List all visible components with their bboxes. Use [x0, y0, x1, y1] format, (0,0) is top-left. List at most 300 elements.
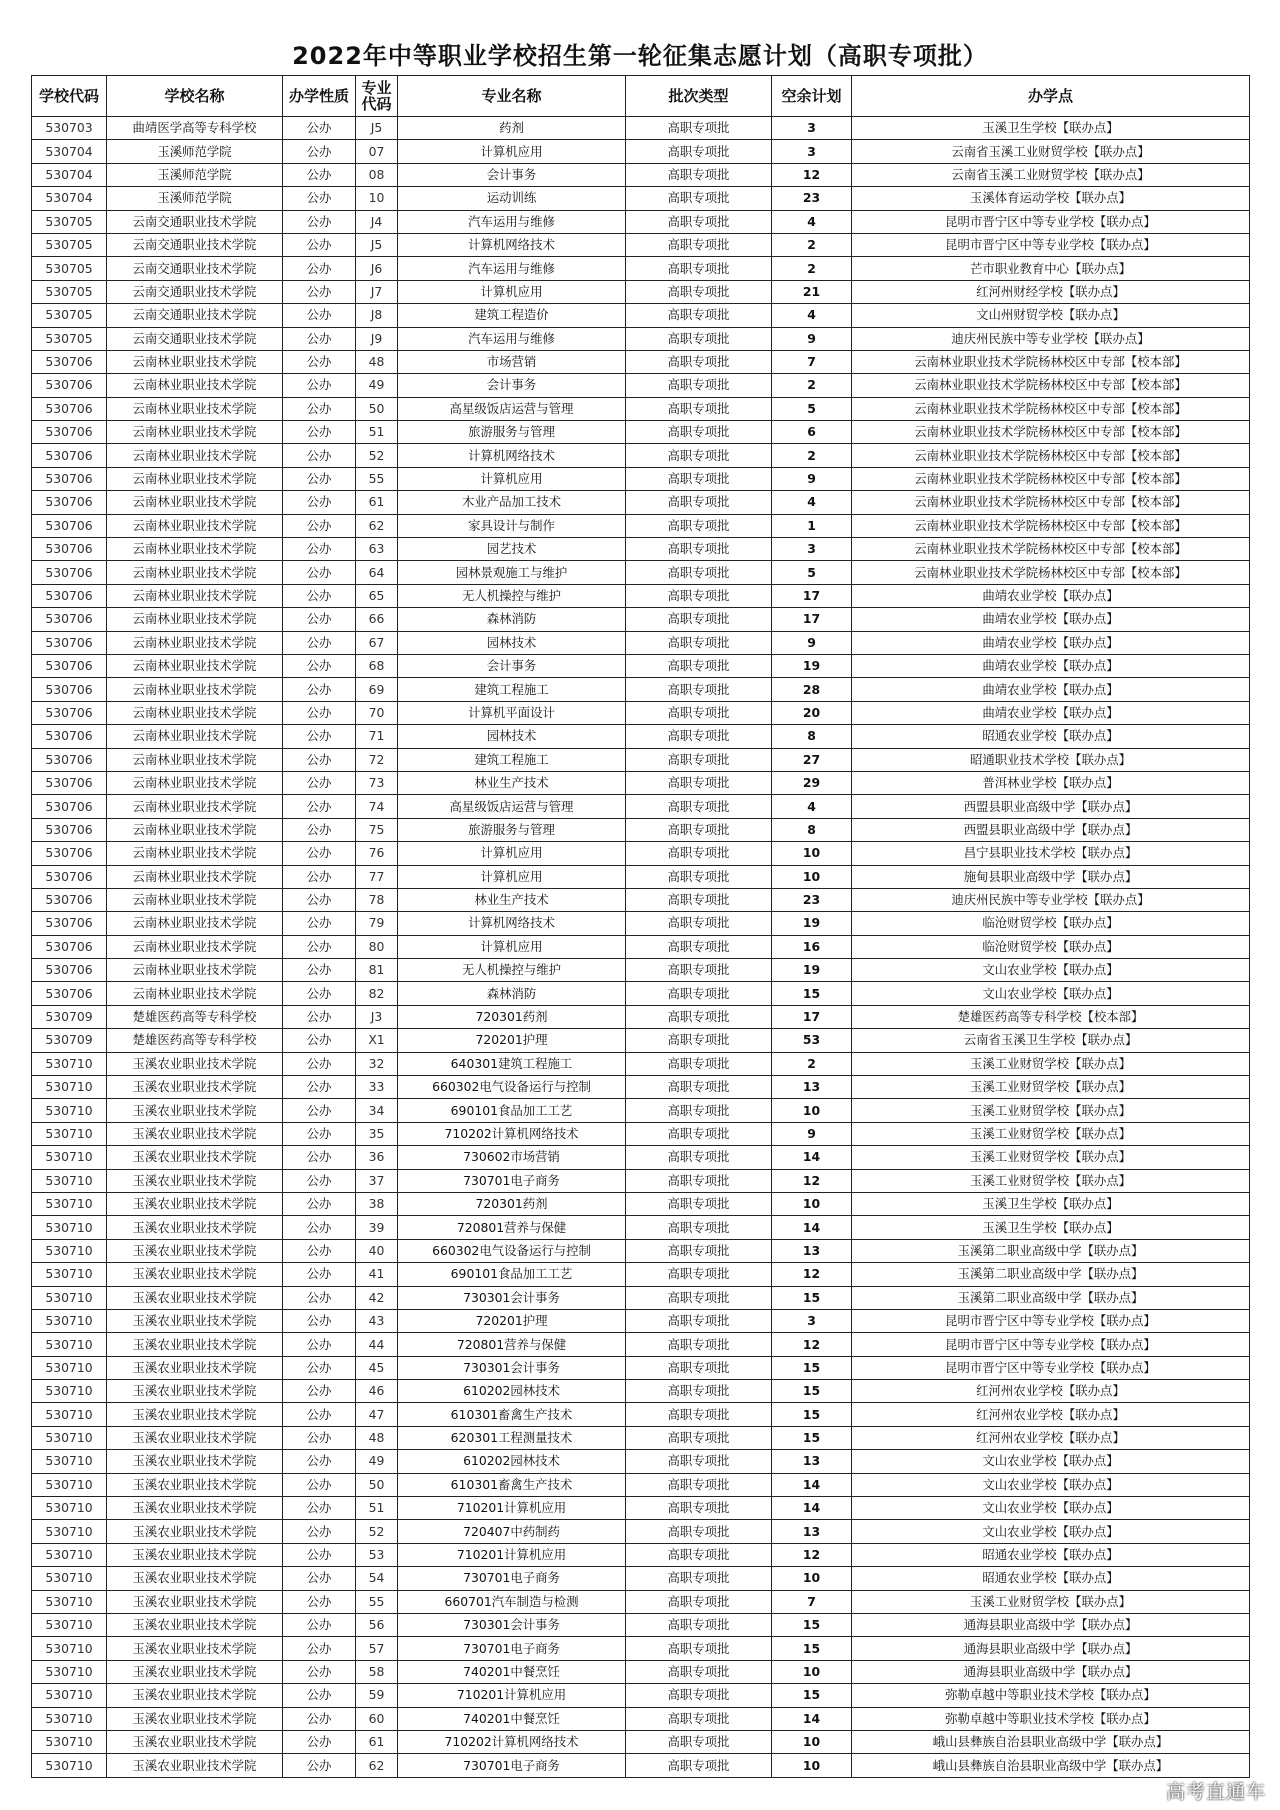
batch-type-cell: 高职专项批	[626, 1333, 772, 1356]
campus-cell: 昭通职业技术学校【联办点】	[852, 748, 1250, 771]
school-name-cell: 云南交通职业技术学院	[107, 257, 283, 280]
major-code-cell: 36	[356, 1146, 398, 1169]
major-name-cell: 汽车运用与维修	[398, 327, 626, 350]
batch-type-cell: 高职专项批	[626, 304, 772, 327]
enrollment-plan-table	[31, 75, 1250, 1778]
school-type-cell: 公办	[283, 1005, 356, 1028]
school-name-cell: 云南林业职业技术学院	[107, 842, 283, 865]
school-name-cell: 玉溪农业职业技术学院	[107, 1450, 283, 1473]
batch-type-cell: 高职专项批	[626, 1730, 772, 1753]
major-name-cell: 640301建筑工程施工	[398, 1052, 626, 1075]
school-code-cell: 530710	[32, 1684, 107, 1707]
school-type-cell: 公办	[283, 1099, 356, 1122]
major-name-cell: 730701电子商务	[398, 1567, 626, 1590]
school-name-cell: 云南林业职业技术学院	[107, 397, 283, 420]
table-row	[32, 1567, 1250, 1590]
batch-type-cell: 高职专项批	[626, 1005, 772, 1028]
school-code-cell: 530706	[32, 514, 107, 537]
batch-type-cell: 高职专项批	[626, 1660, 772, 1683]
major-code-cell: J9	[356, 327, 398, 350]
school-type-cell: 公办	[283, 771, 356, 794]
school-code-cell: 530709	[32, 1005, 107, 1028]
batch-type-cell: 高职专项批	[626, 959, 772, 982]
school-code-cell: 530710	[32, 1637, 107, 1660]
major-name-cell: 710201计算机应用	[398, 1684, 626, 1707]
major-code-cell: 46	[356, 1380, 398, 1403]
school-name-cell: 玉溪农业职业技术学院	[107, 1614, 283, 1637]
remaining-plan-cell: 8	[772, 818, 852, 841]
major-code-cell: 69	[356, 678, 398, 701]
school-name-cell: 玉溪师范学院	[107, 163, 283, 186]
school-name-cell: 云南林业职业技术学院	[107, 584, 283, 607]
school-type-cell: 公办	[283, 210, 356, 233]
campus-cell: 曲靖农业学校【联办点】	[852, 678, 1250, 701]
campus-cell: 云南林业职业技术学院杨林校区中专部【校本部】	[852, 444, 1250, 467]
campus-cell: 玉溪工业财贸学校【联办点】	[852, 1590, 1250, 1613]
batch-type-cell: 高职专项批	[626, 1192, 772, 1215]
major-name-cell: 药剂	[398, 117, 626, 140]
table-row	[32, 888, 1250, 911]
campus-cell: 玉溪工业财贸学校【联办点】	[852, 1099, 1250, 1122]
table-row	[32, 210, 1250, 233]
major-name-cell: 市场营销	[398, 350, 626, 373]
table-row	[32, 1520, 1250, 1543]
school-code-cell: 530710	[32, 1263, 107, 1286]
batch-type-cell: 高职专项批	[626, 1520, 772, 1543]
major-name-cell: 计算机应用	[398, 865, 626, 888]
school-code-cell: 530710	[32, 1497, 107, 1520]
major-code-cell: 73	[356, 771, 398, 794]
campus-cell: 施甸县职业高级中学【联办点】	[852, 865, 1250, 888]
school-code-cell: 530703	[32, 117, 107, 140]
school-name-cell: 玉溪农业职业技术学院	[107, 1356, 283, 1379]
school-name-cell: 玉溪农业职业技术学院	[107, 1473, 283, 1496]
campus-cell: 玉溪工业财贸学校【联办点】	[852, 1122, 1250, 1145]
school-code-cell: 530706	[32, 654, 107, 677]
school-type-cell: 公办	[283, 1754, 356, 1777]
major-name-cell: 660302电气设备运行与控制	[398, 1076, 626, 1099]
major-name-cell: 运动训练	[398, 187, 626, 210]
school-name-cell: 玉溪农业职业技术学院	[107, 1426, 283, 1449]
school-code-cell: 530706	[32, 982, 107, 1005]
remaining-plan-cell: 15	[772, 1614, 852, 1637]
batch-type-cell: 高职专项批	[626, 538, 772, 561]
major-name-cell: 计算机应用	[398, 140, 626, 163]
batch-type-cell: 高职专项批	[626, 280, 772, 303]
batch-type-cell: 高职专项批	[626, 374, 772, 397]
major-code-cell: J8	[356, 304, 398, 327]
header-school-type: 办学性质	[283, 76, 356, 117]
school-name-cell: 玉溪农业职业技术学院	[107, 1403, 283, 1426]
remaining-plan-cell: 17	[772, 1005, 852, 1028]
campus-cell: 玉溪体育运动学校【联办点】	[852, 187, 1250, 210]
school-name-cell: 玉溪农业职业技术学院	[107, 1543, 283, 1566]
school-name-cell: 玉溪农业职业技术学院	[107, 1660, 283, 1683]
school-name-cell: 曲靖医学高等专科学校	[107, 117, 283, 140]
campus-cell: 西盟县职业高级中学【联办点】	[852, 795, 1250, 818]
major-code-cell: 40	[356, 1239, 398, 1262]
batch-type-cell: 高职专项批	[626, 1637, 772, 1660]
campus-cell: 红河州财经学校【联办点】	[852, 280, 1250, 303]
school-type-cell: 公办	[283, 1146, 356, 1169]
table-row	[32, 1707, 1250, 1730]
major-name-cell: 690101食品加工工艺	[398, 1263, 626, 1286]
major-code-cell: 70	[356, 701, 398, 724]
campus-cell: 云南林业职业技术学院杨林校区中专部【校本部】	[852, 538, 1250, 561]
major-code-cell: 63	[356, 538, 398, 561]
school-name-cell: 楚雄医药高等专科学校	[107, 1029, 283, 1052]
school-name-cell: 楚雄医药高等专科学校	[107, 1005, 283, 1028]
major-code-cell: 80	[356, 935, 398, 958]
batch-type-cell: 高职专项批	[626, 210, 772, 233]
remaining-plan-cell: 23	[772, 187, 852, 210]
remaining-plan-cell: 7	[772, 350, 852, 373]
table-row	[32, 959, 1250, 982]
remaining-plan-cell: 15	[772, 1356, 852, 1379]
batch-type-cell: 高职专项批	[626, 1029, 772, 1052]
table-row	[32, 1333, 1250, 1356]
school-code-cell: 530710	[32, 1286, 107, 1309]
campus-cell: 芒市职业教育中心【联办点】	[852, 257, 1250, 280]
batch-type-cell: 高职专项批	[626, 1122, 772, 1145]
school-name-cell: 玉溪农业职业技术学院	[107, 1333, 283, 1356]
major-code-cell: 43	[356, 1309, 398, 1332]
major-name-cell: 林业生产技术	[398, 771, 626, 794]
remaining-plan-cell: 13	[772, 1450, 852, 1473]
major-code-cell: 60	[356, 1707, 398, 1730]
table-row	[32, 608, 1250, 631]
school-name-cell: 玉溪农业职业技术学院	[107, 1146, 283, 1169]
school-code-cell: 530710	[32, 1076, 107, 1099]
school-code-cell: 530710	[32, 1192, 107, 1215]
remaining-plan-cell: 5	[772, 397, 852, 420]
major-name-cell: 710202计算机网络技术	[398, 1122, 626, 1145]
major-code-cell: 49	[356, 374, 398, 397]
school-code-cell: 530706	[32, 421, 107, 444]
batch-type-cell: 高职专项批	[626, 1263, 772, 1286]
table-row	[32, 1380, 1250, 1403]
major-name-cell: 720801营养与保健	[398, 1333, 626, 1356]
remaining-plan-cell: 15	[772, 1637, 852, 1660]
major-name-cell: 无人机操控与维护	[398, 584, 626, 607]
campus-cell: 玉溪卫生学校【联办点】	[852, 1216, 1250, 1239]
school-code-cell: 530706	[32, 888, 107, 911]
school-type-cell: 公办	[283, 233, 356, 256]
major-name-cell: 720407中药制药	[398, 1520, 626, 1543]
table-row	[32, 1450, 1250, 1473]
watermark-text: 高考直通车	[1165, 1781, 1266, 1803]
major-name-cell: 会计事务	[398, 654, 626, 677]
school-code-cell: 530706	[32, 467, 107, 490]
school-type-cell: 公办	[283, 1192, 356, 1215]
major-code-cell: 53	[356, 1543, 398, 1566]
school-type-cell: 公办	[283, 1356, 356, 1379]
table-row	[32, 1239, 1250, 1262]
school-type-cell: 公办	[283, 1543, 356, 1566]
major-name-cell: 汽车运用与维修	[398, 257, 626, 280]
table-body	[32, 117, 1250, 1778]
major-name-cell: 林业生产技术	[398, 888, 626, 911]
major-code-cell: 48	[356, 1426, 398, 1449]
major-code-cell: 49	[356, 1450, 398, 1473]
major-code-cell: 78	[356, 888, 398, 911]
major-name-cell: 计算机网络技术	[398, 233, 626, 256]
school-code-cell: 530706	[32, 631, 107, 654]
school-type-cell: 公办	[283, 1730, 356, 1753]
campus-cell: 昆明市晋宁区中等专业学校【联办点】	[852, 233, 1250, 256]
remaining-plan-cell: 12	[772, 1169, 852, 1192]
major-code-cell: 66	[356, 608, 398, 631]
school-code-cell: 530706	[32, 842, 107, 865]
header-batch-type: 批次类型	[626, 76, 772, 117]
school-name-cell: 玉溪农业职业技术学院	[107, 1263, 283, 1286]
school-type-cell: 公办	[283, 935, 356, 958]
campus-cell: 文山农业学校【联办点】	[852, 1473, 1250, 1496]
campus-cell: 弥勒卓越中等职业技术学校【联办点】	[852, 1707, 1250, 1730]
table-row	[32, 1052, 1250, 1075]
table-row	[32, 467, 1250, 490]
major-code-cell: 67	[356, 631, 398, 654]
major-name-cell: 园林景观施工与维护	[398, 561, 626, 584]
school-type-cell: 公办	[283, 1684, 356, 1707]
school-name-cell: 玉溪农业职业技术学院	[107, 1216, 283, 1239]
remaining-plan-cell: 2	[772, 233, 852, 256]
major-code-cell: 71	[356, 725, 398, 748]
major-name-cell: 计算机网络技术	[398, 912, 626, 935]
remaining-plan-cell: 14	[772, 1707, 852, 1730]
school-code-cell: 530710	[32, 1426, 107, 1449]
remaining-plan-cell: 19	[772, 912, 852, 935]
school-name-cell: 云南林业职业技术学院	[107, 888, 283, 911]
table-row	[32, 257, 1250, 280]
major-name-cell: 会计事务	[398, 374, 626, 397]
major-code-cell: 61	[356, 1730, 398, 1753]
batch-type-cell: 高职专项批	[626, 1403, 772, 1426]
campus-cell: 文山农业学校【联办点】	[852, 1497, 1250, 1520]
remaining-plan-cell: 10	[772, 865, 852, 888]
batch-type-cell: 高职专项批	[626, 327, 772, 350]
batch-type-cell: 高职专项批	[626, 678, 772, 701]
school-code-cell: 530706	[32, 795, 107, 818]
campus-cell: 曲靖农业学校【联办点】	[852, 701, 1250, 724]
school-name-cell: 玉溪农业职业技术学院	[107, 1567, 283, 1590]
batch-type-cell: 高职专项批	[626, 444, 772, 467]
table-row	[32, 327, 1250, 350]
major-code-cell: 45	[356, 1356, 398, 1379]
table-row	[32, 1286, 1250, 1309]
school-code-cell: 530710	[32, 1239, 107, 1262]
remaining-plan-cell: 14	[772, 1216, 852, 1239]
major-name-cell: 610301畜禽生产技术	[398, 1473, 626, 1496]
table-row	[32, 1169, 1250, 1192]
remaining-plan-cell: 14	[772, 1146, 852, 1169]
major-code-cell: 81	[356, 959, 398, 982]
school-type-cell: 公办	[283, 1216, 356, 1239]
table-row	[32, 1005, 1250, 1028]
batch-type-cell: 高职专项批	[626, 1052, 772, 1075]
remaining-plan-cell: 12	[772, 1333, 852, 1356]
school-code-cell: 530710	[32, 1099, 107, 1122]
remaining-plan-cell: 7	[772, 1590, 852, 1613]
major-name-cell: 710201计算机应用	[398, 1543, 626, 1566]
major-name-cell: 森林消防	[398, 608, 626, 631]
school-name-cell: 云南林业职业技术学院	[107, 608, 283, 631]
campus-cell: 昆明市晋宁区中等专业学校【联办点】	[852, 1309, 1250, 1332]
batch-type-cell: 高职专项批	[626, 888, 772, 911]
major-name-cell: 660701汽车制造与检测	[398, 1590, 626, 1613]
school-code-cell: 530710	[32, 1169, 107, 1192]
table-row	[32, 374, 1250, 397]
major-code-cell: X1	[356, 1029, 398, 1052]
major-name-cell: 730301会计事务	[398, 1286, 626, 1309]
campus-cell: 西盟县职业高级中学【联办点】	[852, 818, 1250, 841]
table-row	[32, 421, 1250, 444]
school-code-cell: 530709	[32, 1029, 107, 1052]
remaining-plan-cell: 10	[772, 842, 852, 865]
school-code-cell: 530704	[32, 140, 107, 163]
remaining-plan-cell: 20	[772, 701, 852, 724]
remaining-plan-cell: 2	[772, 374, 852, 397]
major-name-cell: 720801营养与保健	[398, 1216, 626, 1239]
major-name-cell: 740201中餐烹饪	[398, 1707, 626, 1730]
school-type-cell: 公办	[283, 1239, 356, 1262]
major-code-cell: 55	[356, 1590, 398, 1613]
table-row	[32, 1099, 1250, 1122]
batch-type-cell: 高职专项批	[626, 1450, 772, 1473]
school-code-cell: 530710	[32, 1052, 107, 1075]
remaining-plan-cell: 6	[772, 421, 852, 444]
school-name-cell: 玉溪农业职业技术学院	[107, 1052, 283, 1075]
major-code-cell: 52	[356, 1520, 398, 1543]
school-type-cell: 公办	[283, 1614, 356, 1637]
table-row	[32, 795, 1250, 818]
school-name-cell: 玉溪农业职业技术学院	[107, 1192, 283, 1215]
remaining-plan-cell: 14	[772, 1497, 852, 1520]
major-code-cell: 51	[356, 1497, 398, 1520]
remaining-plan-cell: 5	[772, 561, 852, 584]
major-name-cell: 740201中餐烹饪	[398, 1660, 626, 1683]
school-name-cell: 云南林业职业技术学院	[107, 467, 283, 490]
table-row	[32, 842, 1250, 865]
campus-cell: 云南省玉溪工业财贸学校【联办点】	[852, 140, 1250, 163]
remaining-plan-cell: 15	[772, 982, 852, 1005]
school-type-cell: 公办	[283, 1333, 356, 1356]
school-code-cell: 530710	[32, 1730, 107, 1753]
major-code-cell: 77	[356, 865, 398, 888]
major-name-cell: 森林消防	[398, 982, 626, 1005]
major-name-cell: 计算机网络技术	[398, 444, 626, 467]
major-code-cell: 68	[356, 654, 398, 677]
school-name-cell: 玉溪师范学院	[107, 140, 283, 163]
school-code-cell: 530704	[32, 187, 107, 210]
school-name-cell: 玉溪农业职业技术学院	[107, 1730, 283, 1753]
school-code-cell: 530705	[32, 327, 107, 350]
school-code-cell: 530706	[32, 491, 107, 514]
major-code-cell: 42	[356, 1286, 398, 1309]
school-type-cell: 公办	[283, 117, 356, 140]
batch-type-cell: 高职专项批	[626, 163, 772, 186]
major-name-cell: 木业产品加工技术	[398, 491, 626, 514]
major-code-cell: 61	[356, 491, 398, 514]
batch-type-cell: 高职专项批	[626, 140, 772, 163]
school-code-cell: 530710	[32, 1403, 107, 1426]
major-name-cell: 660302电气设备运行与控制	[398, 1239, 626, 1262]
school-type-cell: 公办	[283, 842, 356, 865]
remaining-plan-cell: 1	[772, 514, 852, 537]
school-code-cell: 530710	[32, 1356, 107, 1379]
campus-cell: 峨山县彝族自治县职业高级中学【联办点】	[852, 1754, 1250, 1777]
remaining-plan-cell: 19	[772, 959, 852, 982]
remaining-plan-cell: 13	[772, 1520, 852, 1543]
campus-cell: 玉溪第二职业高级中学【联办点】	[852, 1286, 1250, 1309]
school-name-cell: 玉溪农业职业技术学院	[107, 1380, 283, 1403]
batch-type-cell: 高职专项批	[626, 771, 772, 794]
school-type-cell: 公办	[283, 1637, 356, 1660]
school-code-cell: 530705	[32, 233, 107, 256]
campus-cell: 临沧财贸学校【联办点】	[852, 912, 1250, 935]
school-type-cell: 公办	[283, 140, 356, 163]
remaining-plan-cell: 8	[772, 725, 852, 748]
school-code-cell: 530705	[32, 210, 107, 233]
batch-type-cell: 高职专项批	[626, 1707, 772, 1730]
school-type-cell: 公办	[283, 1403, 356, 1426]
batch-type-cell: 高职专项批	[626, 421, 772, 444]
remaining-plan-cell: 10	[772, 1192, 852, 1215]
remaining-plan-cell: 2	[772, 257, 852, 280]
major-name-cell: 旅游服务与管理	[398, 421, 626, 444]
school-type-cell: 公办	[283, 1426, 356, 1449]
table-row	[32, 1356, 1250, 1379]
remaining-plan-cell: 4	[772, 210, 852, 233]
campus-cell: 文山农业学校【联办点】	[852, 959, 1250, 982]
major-code-cell: 62	[356, 1754, 398, 1777]
school-code-cell: 530705	[32, 257, 107, 280]
major-code-cell: 82	[356, 982, 398, 1005]
batch-type-cell: 高职专项批	[626, 467, 772, 490]
school-name-cell: 云南林业职业技术学院	[107, 725, 283, 748]
table-row	[32, 982, 1250, 1005]
school-code-cell: 530706	[32, 538, 107, 561]
campus-cell: 云南林业职业技术学院杨林校区中专部【校本部】	[852, 350, 1250, 373]
major-name-cell: 建筑工程施工	[398, 678, 626, 701]
remaining-plan-cell: 17	[772, 584, 852, 607]
major-code-cell: J5	[356, 233, 398, 256]
remaining-plan-cell: 9	[772, 631, 852, 654]
major-name-cell: 710202计算机网络技术	[398, 1730, 626, 1753]
school-code-cell: 530704	[32, 163, 107, 186]
school-code-cell: 530706	[32, 771, 107, 794]
remaining-plan-cell: 15	[772, 1380, 852, 1403]
table-row	[32, 233, 1250, 256]
campus-cell: 峨山县彝族自治县职业高级中学【联办点】	[852, 1730, 1250, 1753]
table-row	[32, 491, 1250, 514]
major-name-cell: 计算机平面设计	[398, 701, 626, 724]
school-type-cell: 公办	[283, 584, 356, 607]
header-campus: 办学点	[852, 76, 1250, 117]
school-name-cell: 云南林业职业技术学院	[107, 748, 283, 771]
school-type-cell: 公办	[283, 725, 356, 748]
batch-type-cell: 高职专项批	[626, 1169, 772, 1192]
school-type-cell: 公办	[283, 865, 356, 888]
remaining-plan-cell: 28	[772, 678, 852, 701]
remaining-plan-cell: 12	[772, 163, 852, 186]
major-code-cell: 64	[356, 561, 398, 584]
school-type-cell: 公办	[283, 514, 356, 537]
batch-type-cell: 高职专项批	[626, 842, 772, 865]
table-row	[32, 748, 1250, 771]
school-type-cell: 公办	[283, 678, 356, 701]
school-code-cell: 530710	[32, 1543, 107, 1566]
